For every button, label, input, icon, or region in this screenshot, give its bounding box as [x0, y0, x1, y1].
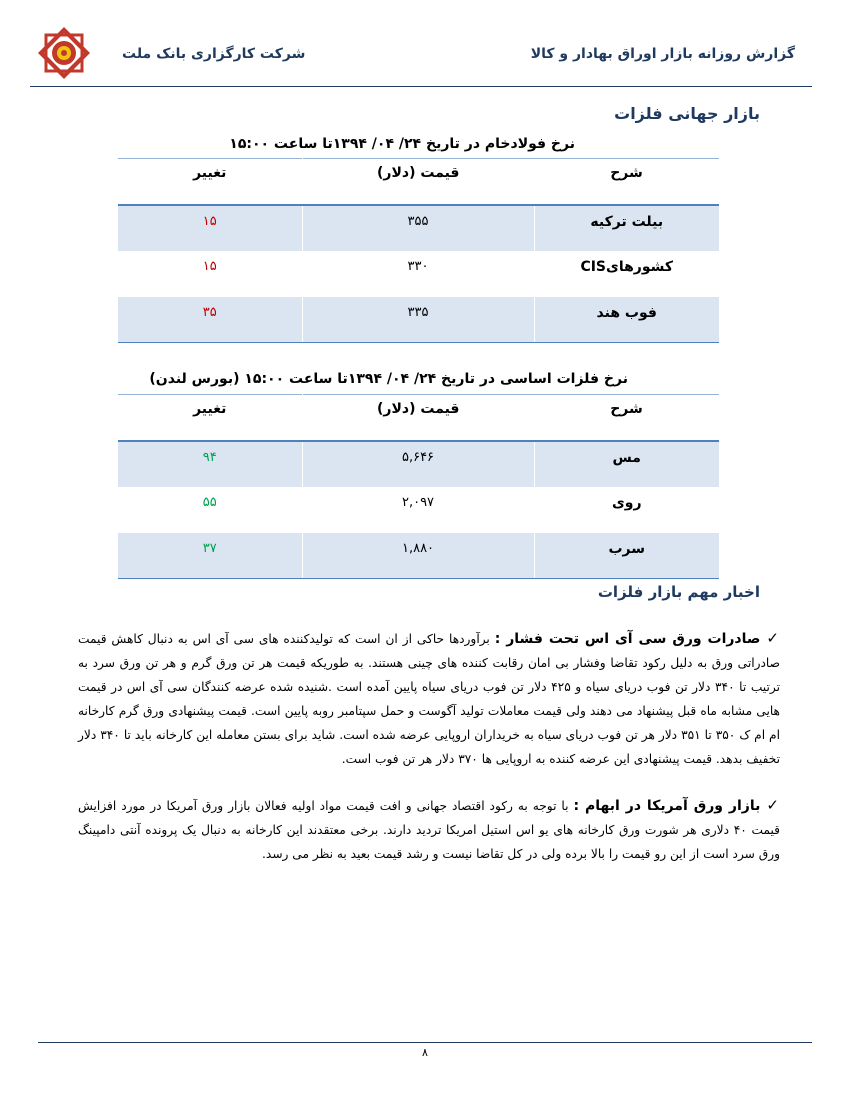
bank-mellat-logo [36, 25, 92, 81]
column-header-name: شرح [534, 395, 719, 441]
table-row [118, 205, 719, 251]
table-row [118, 251, 719, 297]
news-item [78, 626, 780, 771]
check-icon: ✓ [766, 796, 780, 814]
row-price: ۳۵۵ [302, 205, 534, 251]
news-body: برآوردها حاکی از ان است که تولیدکننده های سی آی اس به دنبال کاهش قیمت صادراتی ورق به دلیل رکود تقاضا وفشار بی امان رقابت کننده های چینی هستند. به طوریکه قیمت هر تن ورق گرم و هر تن ورق سرد به ترتیب تا ۳۴۰ دلار تن فوب دریای سیاه و ۴۲۵ دلار تن فوب دریای سیاه پایین آمده است .شنیده شده عرضه کنندگان سی آی اس در قیمت هایی مشابه ماه قبل پیشنهاد می دهند ولی قیمت معاملات تولید آگوست و حمل سپتامبر روبه پایین است. قیمت پیشنهادی ورق گرم کارخانه ام ام ک ۳۵۰ تا ۳۵۱ دلار هر تن فوب دریای سیاه به خریداران اروپایی عرضه شده است. شاید برای بستن معامله این کارخانه باید تا ۳۴۰ دلار تخفیف بدهد. قیمت پیشنهادی این عرضه کننده به اروپایی ها ۳۷۰ دلار هر تن فوب است. [78, 632, 780, 766]
row-price: ۱,۸۸۰ [302, 533, 534, 579]
row-name: سرب [534, 533, 719, 579]
table-row [118, 441, 719, 487]
page-number: ۸ [422, 1046, 428, 1059]
base-metals-table-caption: نرخ فلزات اساسی در تاریخ ۲۴/ ۰۴/ ۱۳۹۴تا ساعت ۱۵:۰۰ (بورس لندن) [149, 371, 628, 387]
row-change: ۵۵ [202, 494, 217, 510]
row-price: ۵,۶۴۶ [302, 441, 534, 487]
column-header-name: شرح [534, 159, 719, 205]
table-row [118, 533, 719, 579]
news-headline: صادرات ورق سی آی اس تحت فشار : [494, 631, 761, 647]
steel-table-caption: نرخ فولادخام در تاریخ ۲۴/ ۰۴/ ۱۳۹۴تا ساعت ۱۵:۰۰ [229, 136, 575, 152]
header-divider [30, 86, 812, 87]
row-change: ۳۷ [118, 533, 302, 579]
row-name: کشورهایCIS [534, 251, 719, 297]
check-icon: ✓ [766, 629, 781, 647]
news-item [78, 793, 780, 866]
column-header-change: تغییر [118, 395, 302, 441]
table-header-row [118, 395, 719, 441]
row-change: ۳۵ [118, 297, 302, 343]
row-name: روی [534, 487, 719, 533]
company-name: شرکت کارگزاری بانک ملت [122, 46, 306, 62]
column-header-price: قیمت (دلار) [302, 159, 534, 205]
report-title: گزارش روزانه بازار اوراق بهادار و کالا [530, 46, 795, 62]
row-change: ۹۴ [118, 441, 302, 487]
row-change: ۱۵ [118, 205, 302, 251]
row-price: ۳۳۰ [302, 251, 534, 297]
table-row [118, 487, 719, 533]
footer-divider [38, 1042, 812, 1043]
news-section-title: اخبار مهم بازار فلزات [597, 583, 760, 601]
base-metals-price-table [118, 394, 719, 579]
row-price: ۲,۰۹۷ [302, 487, 534, 533]
row-name: بیلت ترکیه [534, 205, 719, 251]
row-name: فوب هند [534, 297, 719, 343]
news-body: با توجه به رکود اقتصاد جهانی و افت قیمت مواد اولیه فعالان بازار ورق آمریکا در مورد افزایش قیمت ۴۰ دلاری هر شورت ورق کارخانه های یو اس استیل امریکا تردید دارند. برخی معتقدند این کارخانه به دنبال یک پرونده آنتی دامپینگ ورق سرد است از این رو قیمت را بالا برده ولی در کل تقاضا نیست و رشد قیمت بعید به نظر می رسد. [78, 799, 780, 861]
row-change: ۱۵ [202, 258, 217, 274]
row-name: مس [534, 441, 719, 487]
table-header-row [118, 159, 719, 205]
column-header-price: قیمت (دلار) [302, 395, 534, 441]
column-header-change: تغییر [118, 159, 302, 205]
table-row [118, 297, 719, 343]
row-price: ۳۳۵ [302, 297, 534, 343]
steel-price-table [118, 158, 719, 343]
news-headline: بازار ورق آمریکا در ابهام : [573, 798, 761, 814]
section-title: بازار جهانی فلزات [614, 104, 760, 123]
